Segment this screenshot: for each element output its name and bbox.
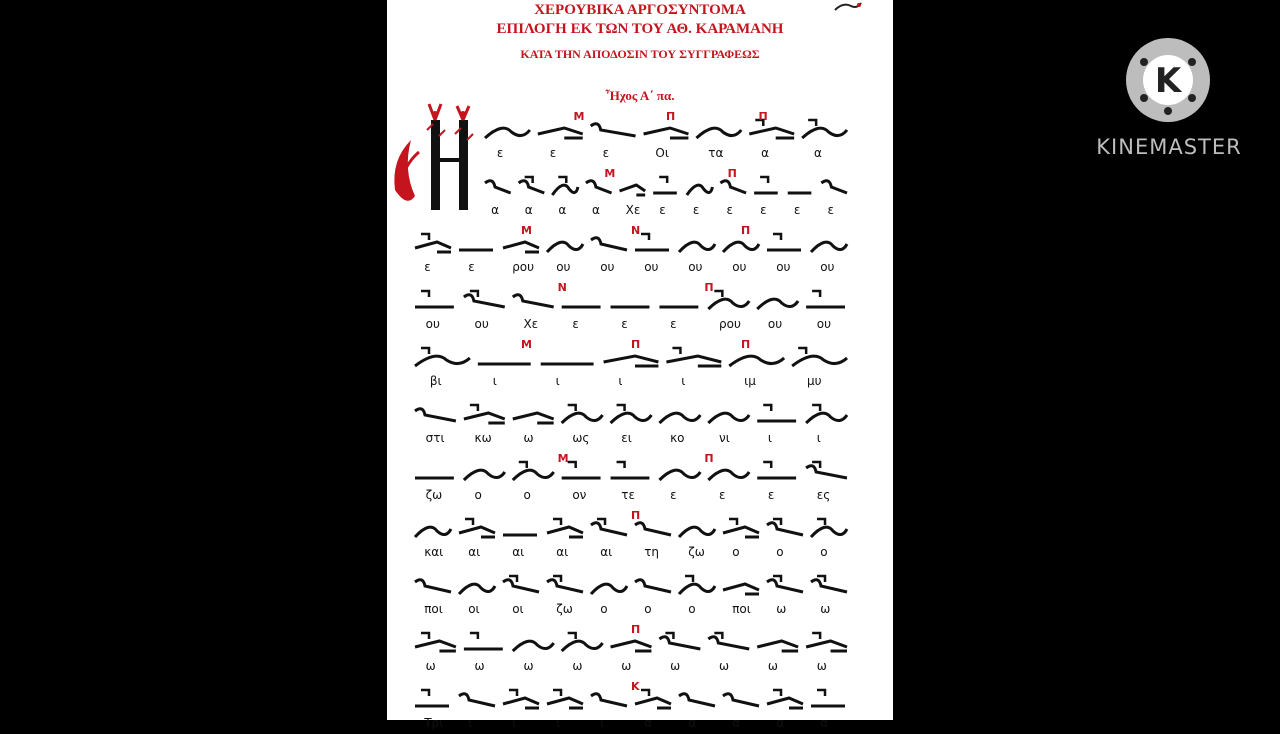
lyric-syllable: και bbox=[424, 545, 444, 559]
lyric-syllable: στι bbox=[425, 431, 445, 445]
lyric-syllable: ε bbox=[793, 203, 801, 217]
lyric-syllable: αι bbox=[556, 545, 569, 559]
lyric-syllable: ου bbox=[600, 260, 615, 274]
lyric-syllable: αι bbox=[468, 545, 481, 559]
lyric-syllable: Χε bbox=[523, 317, 539, 331]
lyric-syllable: α bbox=[776, 716, 785, 730]
lyric-syllable: ω bbox=[767, 659, 778, 673]
decorated-initial-icon bbox=[389, 100, 479, 220]
lyric-syllable: ε bbox=[659, 203, 666, 217]
martyria-mark: Ν bbox=[557, 281, 567, 294]
lyric-syllable: κω bbox=[474, 431, 492, 445]
lyric-syllable: ε bbox=[767, 488, 775, 502]
lyric-syllable: ω bbox=[523, 431, 534, 445]
lyric-syllable: Τρι bbox=[424, 716, 444, 730]
lyric-syllable: τα bbox=[708, 146, 724, 160]
martyria-mark: Π bbox=[704, 452, 714, 465]
lyric-syllable: ε bbox=[572, 317, 579, 331]
lyric-syllable: α bbox=[592, 203, 600, 217]
lyric-syllable: ι bbox=[492, 374, 497, 388]
lyric-syllable: τε bbox=[621, 488, 635, 502]
lyric-syllable: ε bbox=[670, 488, 677, 502]
neume-row bbox=[411, 397, 851, 449]
martyria-mark: Μ bbox=[557, 452, 569, 465]
lyric-syllable: ο bbox=[644, 602, 652, 616]
lyric-syllable: ε bbox=[496, 146, 504, 160]
lyric-syllable: κο bbox=[670, 431, 685, 445]
lyric-syllable: ζω bbox=[688, 545, 705, 559]
lyric-syllable: ο bbox=[600, 602, 608, 616]
lyric-syllable: ω bbox=[719, 659, 730, 673]
lyric-syllable: ω bbox=[820, 602, 831, 616]
lyric-syllable: ω bbox=[572, 659, 583, 673]
lyric-syllable: οι bbox=[512, 602, 524, 616]
martyria-mark: Π bbox=[631, 338, 641, 351]
neume-row bbox=[411, 226, 851, 278]
neume-row bbox=[411, 340, 851, 392]
lyric-syllable: ι bbox=[468, 716, 473, 730]
lyric-syllable: ω bbox=[776, 602, 787, 616]
lyric-syllable: Οι bbox=[655, 146, 669, 160]
lyric-syllable: ου bbox=[474, 317, 489, 331]
martyria-mark: Π bbox=[741, 338, 751, 351]
corner-ornament-icon bbox=[833, 0, 863, 12]
lyric-syllable: ι bbox=[816, 431, 821, 445]
lyric-syllable: ι bbox=[767, 431, 772, 445]
lyric-syllable: ο bbox=[732, 545, 740, 559]
neume-strokes-icon bbox=[411, 397, 851, 431]
lyric-syllable: ο bbox=[776, 545, 784, 559]
martyria-mark: Π bbox=[758, 110, 768, 123]
lyric-syllable: ποι bbox=[424, 602, 443, 616]
lyric-syllable: τη bbox=[644, 545, 660, 559]
lyric-syllable: ες bbox=[816, 488, 831, 502]
neume-row bbox=[411, 283, 851, 335]
lyric-syllable: ου bbox=[425, 317, 440, 331]
kinemaster-wordmark: KINEMASTER bbox=[1096, 135, 1242, 159]
lyric-syllable: ο bbox=[820, 545, 828, 559]
lyric-syllable: ο bbox=[474, 488, 482, 502]
lyric-syllable: ω bbox=[523, 659, 534, 673]
martyria-mark: Μ bbox=[521, 338, 532, 351]
score-title: ΧΕΡΟΥΒΙΚΑ ΑΡΓΟΣΥΝΤΟΜΑ bbox=[534, 2, 746, 18]
lyric-syllable: α bbox=[558, 203, 567, 217]
martyria-mark: Π bbox=[727, 167, 737, 180]
neume-strokes-icon bbox=[411, 568, 851, 602]
svg-text:K: K bbox=[1154, 61, 1182, 101]
lyric-syllable: ε bbox=[602, 146, 610, 160]
lyric-syllable: Χε bbox=[625, 203, 641, 217]
lyric-syllable: α bbox=[761, 146, 770, 160]
lyric-syllable: ε bbox=[424, 260, 431, 274]
neume-strokes-icon bbox=[411, 454, 851, 488]
lyric-syllable: ου bbox=[556, 260, 571, 274]
lyric-syllable: ει bbox=[621, 431, 632, 445]
watermark-logo bbox=[1094, 36, 1244, 166]
lyric-syllable: α bbox=[814, 146, 822, 160]
lyric-syllable: ε bbox=[827, 203, 834, 217]
neume-strokes-icon bbox=[481, 169, 851, 203]
lyric-syllable: ε bbox=[726, 203, 734, 217]
lyric-syllable: αι bbox=[600, 545, 613, 559]
lyric-syllable: ι bbox=[618, 374, 623, 388]
lyric-syllable: ου bbox=[820, 260, 835, 274]
score-attribution: ΚΑΤΑ ΤΗΝ ΑΠΟΔΟΣΙΝ ΤΟΥ ΣΥΓΓΡΑΦΕΩΣ bbox=[520, 47, 760, 61]
score-subtitle: ΕΠΙΛΟΓΗ ΕΚ ΤΩΝ ΤΟΥ ΑΘ. ΚΑΡΑΜΑΝΗ bbox=[496, 21, 784, 37]
lyric-syllable: οι bbox=[468, 602, 480, 616]
neume-row bbox=[411, 511, 851, 563]
neume-strokes-icon bbox=[411, 283, 851, 317]
lyric-syllable: ου bbox=[776, 260, 791, 274]
martyria-mark: Μ bbox=[521, 224, 532, 237]
martyria-mark: Π bbox=[631, 623, 641, 636]
lyric-syllable: ι bbox=[600, 716, 605, 730]
score-mode: Ἦχος Α΄ πα. bbox=[605, 88, 675, 103]
lyric-syllable: ο bbox=[523, 488, 531, 502]
martyria-mark: Π bbox=[741, 224, 751, 237]
lyric-syllable: ι bbox=[512, 716, 517, 730]
lyric-syllable: ω bbox=[621, 659, 632, 673]
lyric-syllable: ω bbox=[670, 659, 681, 673]
lyric-syllable: νι bbox=[719, 431, 730, 445]
lyric-syllable: α bbox=[688, 716, 697, 730]
lyric-syllable: ε bbox=[692, 203, 700, 217]
kinemaster-logo-icon bbox=[1126, 38, 1210, 122]
lyric-syllable: α bbox=[524, 203, 533, 217]
lyric-syllable: ρου bbox=[512, 260, 535, 274]
martyria-mark: Π bbox=[666, 110, 676, 123]
neume-row bbox=[411, 568, 851, 620]
lyric-syllable: ζω bbox=[425, 488, 443, 502]
lyric-syllable: ι bbox=[681, 374, 686, 388]
music-score-page bbox=[387, 0, 893, 730]
lyric-syllable: ω bbox=[474, 659, 485, 673]
lyric-syllable: ε bbox=[549, 146, 557, 160]
lyric-syllable: α bbox=[820, 716, 829, 730]
neume-row bbox=[481, 169, 851, 221]
lyric-syllable: α bbox=[491, 203, 499, 217]
neume-row bbox=[411, 682, 851, 734]
lyric-syllable: αι bbox=[512, 545, 525, 559]
lyric-syllable: ου bbox=[732, 260, 747, 274]
lyric-syllable: ου bbox=[767, 317, 783, 331]
lyric-syllable: ε bbox=[719, 488, 726, 502]
martyria-mark: Μ bbox=[604, 167, 616, 180]
lyric-syllable: ε bbox=[621, 317, 628, 331]
lyric-syllable: ου bbox=[688, 260, 703, 274]
lyric-syllable: ι bbox=[556, 716, 561, 730]
lyric-syllable: ρου bbox=[719, 317, 741, 331]
martyria-mark: Π bbox=[704, 281, 714, 294]
neume-row bbox=[411, 625, 851, 677]
lyric-syllable: ζω bbox=[556, 602, 573, 616]
lyric-syllable: α bbox=[644, 716, 653, 730]
martyria-mark: Κ bbox=[631, 680, 640, 693]
lyric-syllable: α bbox=[732, 716, 741, 730]
lyric-syllable: ο bbox=[688, 602, 696, 616]
lyric-syllable: ω bbox=[425, 659, 436, 673]
neume-row bbox=[411, 454, 851, 506]
lyric-syllable: ε bbox=[670, 317, 677, 331]
lyric-syllable: ιμ bbox=[744, 374, 756, 388]
lyric-syllable: ε bbox=[760, 203, 767, 217]
lyric-syllable: μυ bbox=[807, 374, 822, 388]
martyria-mark: Ν bbox=[631, 224, 641, 237]
lyric-syllable: ου bbox=[644, 260, 659, 274]
lyric-syllable: ποι bbox=[732, 602, 751, 616]
lyric-syllable: ε bbox=[468, 260, 475, 274]
lyric-syllable: ως bbox=[572, 431, 590, 445]
lyric-syllable: ω bbox=[816, 659, 827, 673]
lyric-syllable: βι bbox=[429, 374, 442, 388]
neume-row bbox=[481, 112, 851, 164]
lyric-syllable: ου bbox=[816, 317, 832, 331]
lyric-syllable: ι bbox=[555, 374, 560, 388]
martyria-mark: Μ bbox=[573, 110, 585, 123]
lyric-syllable: ον bbox=[572, 488, 587, 502]
martyria-mark: Π bbox=[631, 509, 641, 522]
